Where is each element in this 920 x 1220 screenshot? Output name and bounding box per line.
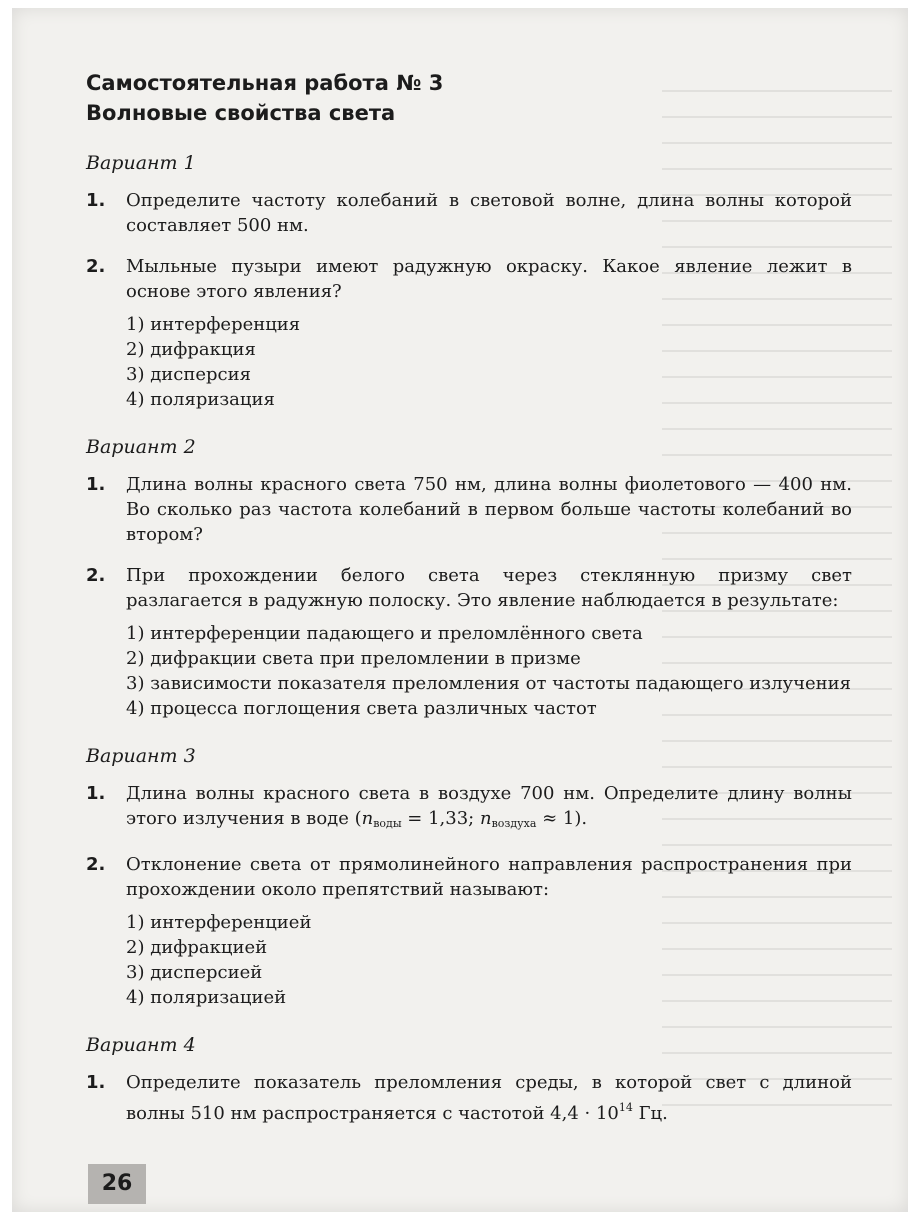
- symbol-n: n: [361, 808, 374, 829]
- question-text-start: Длина волны красного света в воздухе 700 нм. Определите длину волны этого излучения в воде (: [126, 783, 852, 829]
- symbol-n: n: [479, 808, 492, 829]
- answer-options: [126, 621, 852, 721]
- question-text: [126, 1070, 852, 1126]
- question-number: 1.: [86, 474, 106, 495]
- question-text-start: Определите показатель преломления среды, в которой свет с длиной волны 510 нм распространяется с частотой 4,4 · 10: [126, 1072, 852, 1124]
- question-number: 1.: [86, 1072, 106, 1093]
- answer-option: 1) интерференцией: [126, 912, 312, 933]
- subscript-water: воды: [373, 817, 402, 830]
- question-number: 1.: [86, 190, 106, 211]
- variant-heading: Вариант 1: [86, 152, 196, 174]
- answer-options: [126, 312, 852, 412]
- answer-option: 4) поляризация: [126, 389, 275, 410]
- page-content: [86, 68, 852, 1126]
- variant-heading: Вариант 4: [86, 1034, 196, 1056]
- answer-option: 3) дисперсия: [126, 364, 251, 385]
- question-2: [86, 563, 852, 613]
- question-text-end: ≈ 1).: [536, 808, 588, 829]
- question-1: [86, 781, 852, 836]
- question-number: 2.: [86, 854, 106, 875]
- question-text-mid: = 1,33;: [401, 808, 480, 829]
- question-text: [126, 781, 852, 836]
- question-text: При прохождении белого света через стеклянную призму свет разлагается в радужную полоску. Это явление наблюдается в результате:: [126, 565, 852, 611]
- question-1: [86, 188, 852, 238]
- answer-option: 2) дифракция: [126, 339, 256, 360]
- answer-option: 2) дифракцией: [126, 937, 268, 958]
- question-text: Мыльные пузыри имеют радужную окраску. Какое явление лежит в основе этого явления?: [126, 256, 852, 302]
- answer-option: 3) дисперсией: [126, 962, 263, 983]
- title-line-2: Волновые свойства света: [86, 101, 396, 125]
- page-title: [86, 68, 852, 128]
- question-text: Определите частоту колебаний в световой волне, длина волны которой составляет 500 нм.: [126, 190, 852, 236]
- answer-option: 1) интерференция: [126, 314, 301, 335]
- question-number: 1.: [86, 783, 106, 804]
- subscript-air: воздуха: [491, 817, 537, 830]
- answer-options: [126, 910, 852, 1010]
- question-text: Отклонение света от прямолинейного направления распространения при прохождении около препятствий называют:: [126, 854, 852, 900]
- question-number: 2.: [86, 256, 106, 277]
- book-page: [12, 8, 908, 1212]
- answer-option: 2) дифракции света при преломлении в призме: [126, 648, 581, 669]
- variant-heading: Вариант 2: [86, 436, 196, 458]
- answer-option: 4) поляризацией: [126, 987, 287, 1008]
- question-text: Длина волны красного света 750 нм, длина волны фиолетового — 400 нм. Во сколько раз частота колебаний в первом больше частоты колебаний во втором?: [126, 474, 852, 545]
- question-2: [86, 254, 852, 304]
- title-line-1: Самостоятельная работа № 3: [86, 71, 444, 95]
- question-2: [86, 852, 852, 902]
- question-number: 2.: [86, 565, 106, 586]
- answer-option: 4) процесса поглощения света различных частот: [126, 698, 597, 719]
- question-1: [86, 1070, 852, 1126]
- question-text-end: Гц.: [632, 1103, 668, 1124]
- variant-heading: Вариант 3: [86, 745, 196, 767]
- answer-option: 1) интерференции падающего и преломлённого света: [126, 623, 643, 644]
- page-number: 26: [88, 1164, 146, 1204]
- question-1: [86, 472, 852, 547]
- answer-option: 3) зависимости показателя преломления от частоты падающего излучения: [126, 673, 852, 694]
- exponent: 14: [618, 1101, 633, 1114]
